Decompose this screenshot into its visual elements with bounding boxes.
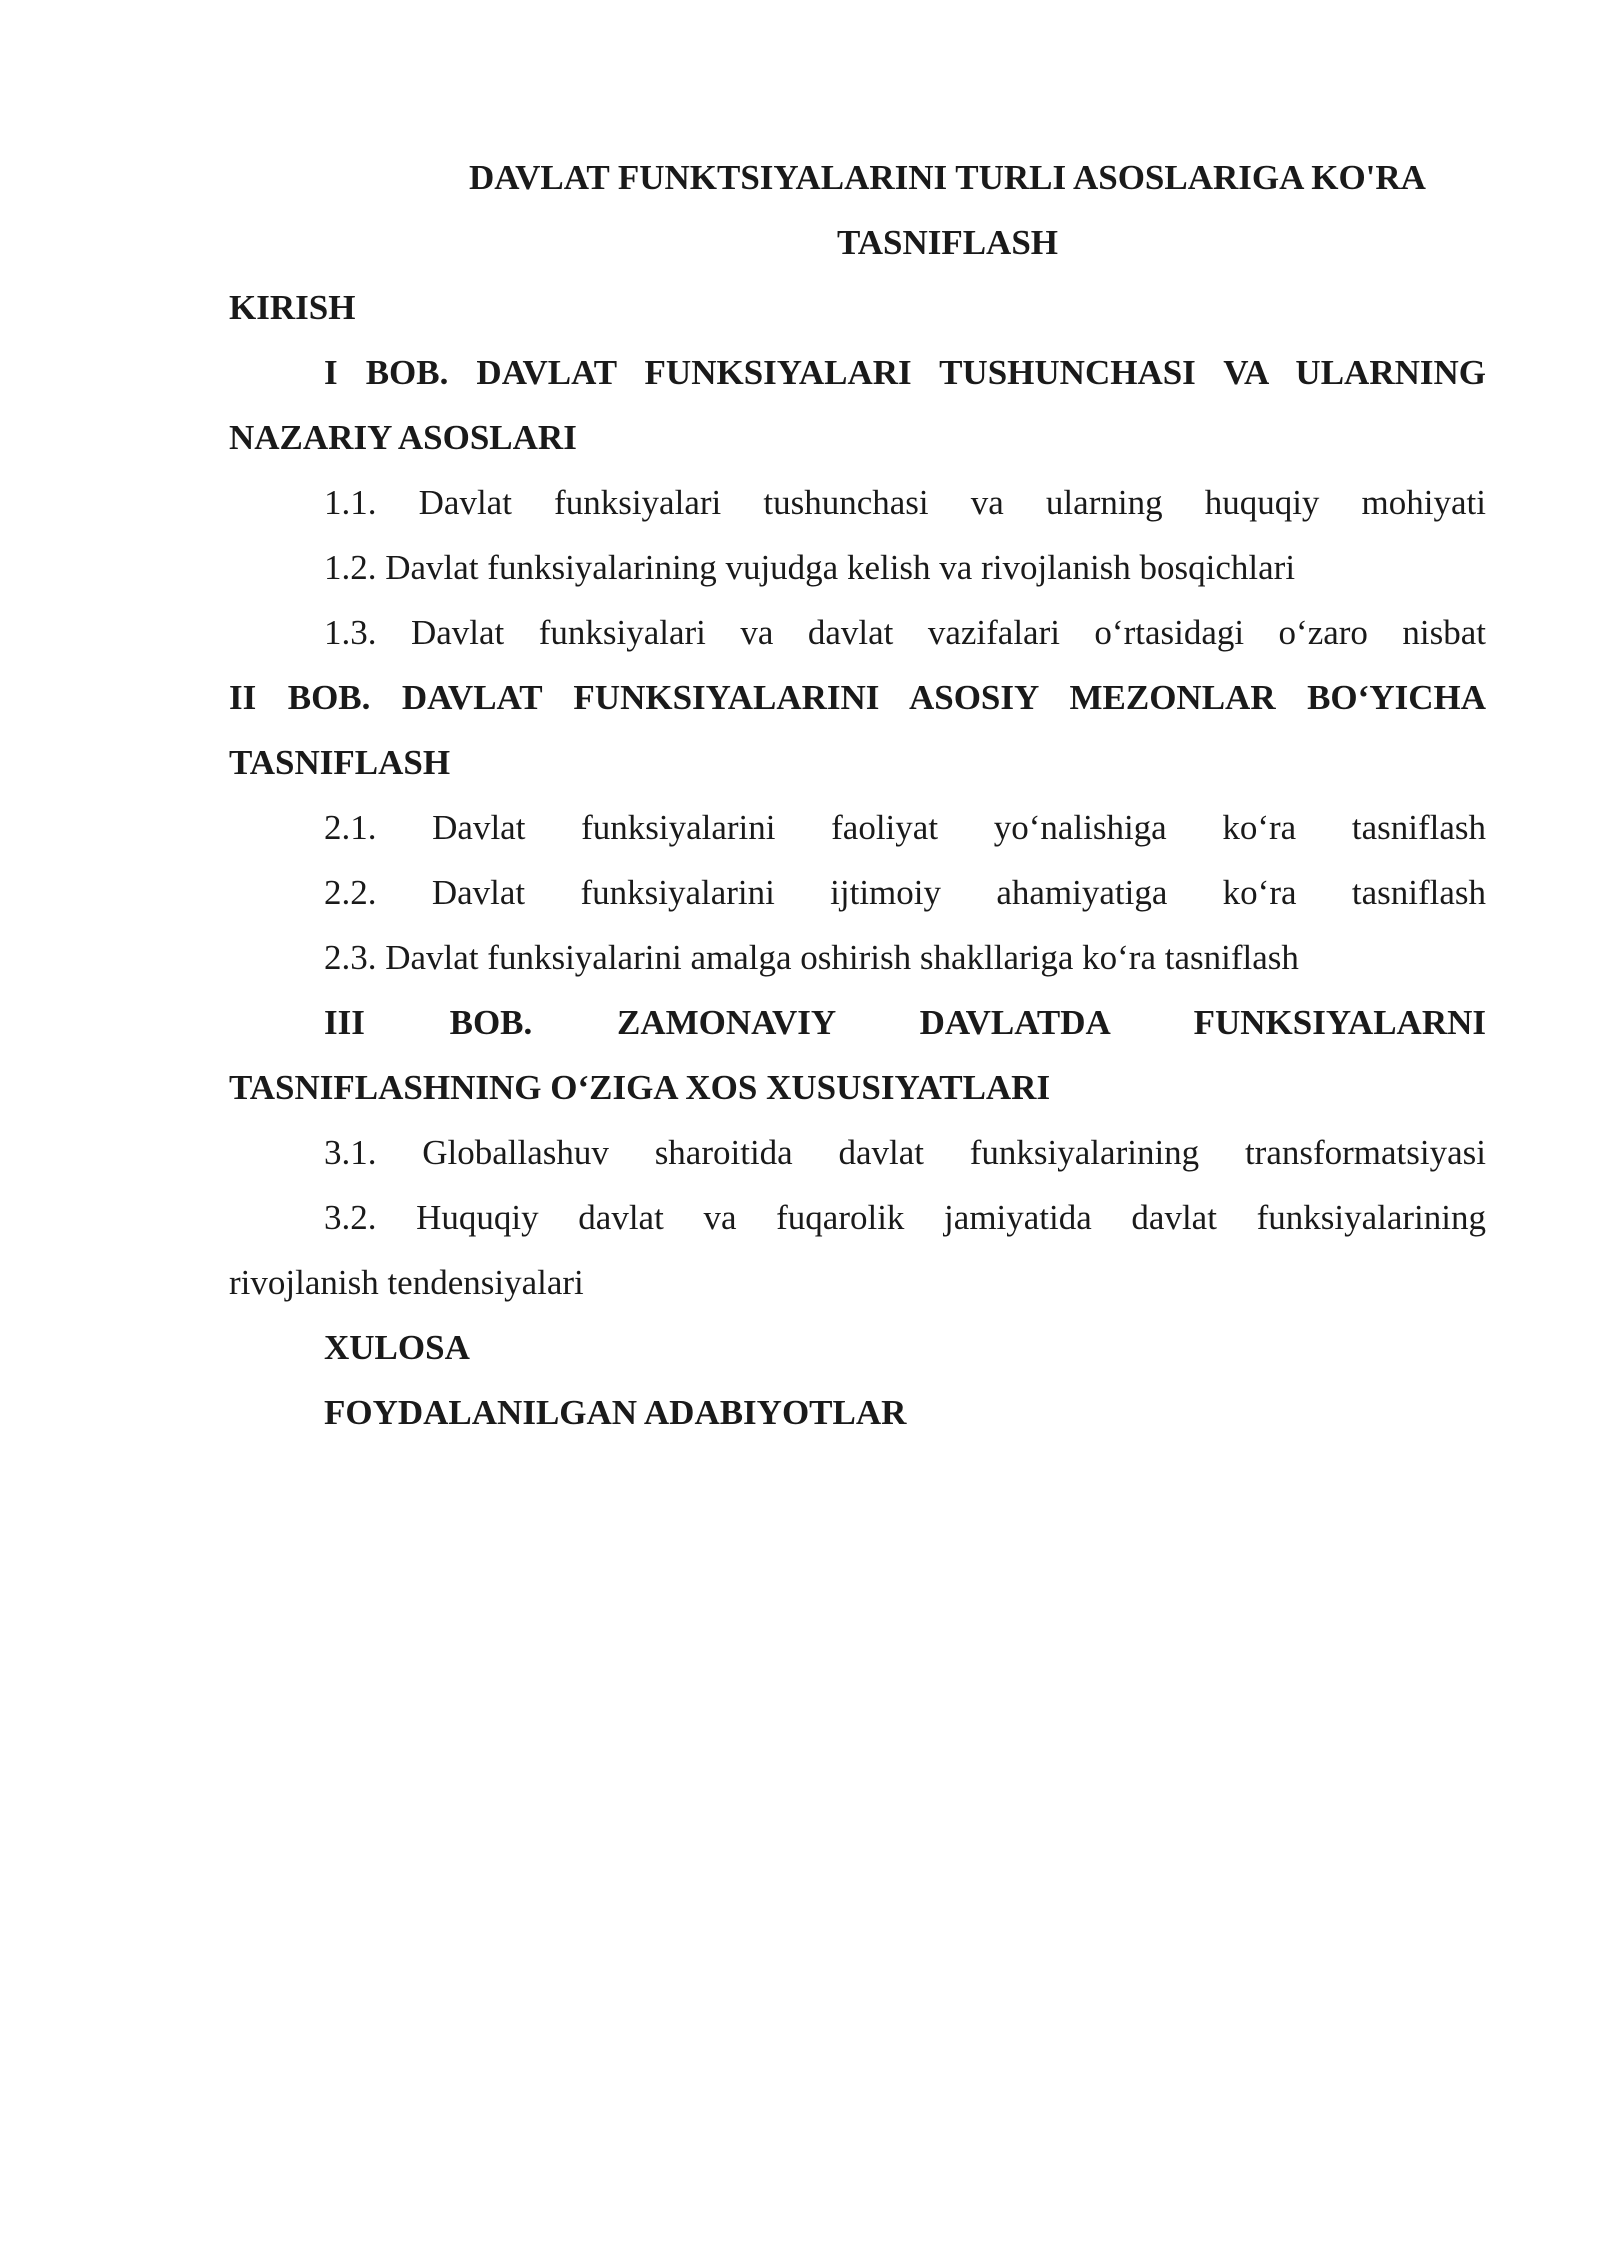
- toc-chapter-2-heading-cont: TASNIFLASH: [229, 743, 451, 782]
- table-of-contents: [229, 145, 1486, 1445]
- toc-item-1-3: 1.3. Davlat funksiyalari va davlat vazifalari o‘rtasidagi o‘zaro nisbat: [324, 613, 1486, 652]
- toc-conclusion: XULOSA: [324, 1328, 470, 1367]
- document-title-line-2: TASNIFLASH: [836, 223, 1059, 262]
- toc-item-1-2: 1.2. Davlat funksiyalarining vujudga kelish va rivojlanish bosqichlari: [324, 548, 1296, 587]
- toc-item-2-3: 2.3. Davlat funksiyalarini amalga oshirish shakllariga ko‘ra tasniflash: [324, 938, 1299, 977]
- toc-chapter-3-heading: III BOB. ZAMONAVIY DAVLATDA FUNKSIYALARNI: [324, 1003, 1486, 1042]
- toc-intro: KIRISH: [229, 288, 356, 327]
- toc-chapter-3-heading-cont: TASNIFLASHNING O‘ZIGA XOS XUSUSIYATLARI: [229, 1068, 1051, 1107]
- toc-references: FOYDALANILGAN ADABIYOTLAR: [324, 1393, 907, 1432]
- toc-item-1-1: 1.1. Davlat funksiyalari tushunchasi va ularning huquqiy mohiyati: [324, 483, 1486, 522]
- toc-chapter-2-heading: II BOB. DAVLAT FUNKSIYALARINI ASOSIY MEZONLAR BO‘YICHA: [229, 678, 1486, 717]
- toc-item-2-1: 2.1. Davlat funksiyalarini faoliyat yo‘nalishiga ko‘ra tasniflash: [324, 808, 1486, 847]
- toc-item-3-2-cont: rivojlanish tendensiyalari: [229, 1263, 584, 1302]
- toc-item-3-2: 3.2. Huquqiy davlat va fuqarolik jamiyatida davlat funksiyalarining: [324, 1198, 1486, 1237]
- toc-chapter-1-heading: I BOB. DAVLAT FUNKSIYALARI TUSHUNCHASI VA ULARNING: [324, 353, 1486, 392]
- toc-item-3-1: 3.1. Globallashuv sharoitida davlat funksiyalarining transformatsiyasi: [324, 1133, 1486, 1172]
- document-title-line-1: DAVLAT FUNKTSIYALARINI TURLI ASOSLARIGA KO'RA: [469, 158, 1426, 197]
- toc-chapter-1-heading-cont: NAZARIY ASOSLARI: [229, 418, 577, 457]
- toc-item-2-2: 2.2. Davlat funksiyalarini ijtimoiy ahamiyatiga ko‘ra tasniflash: [324, 873, 1486, 912]
